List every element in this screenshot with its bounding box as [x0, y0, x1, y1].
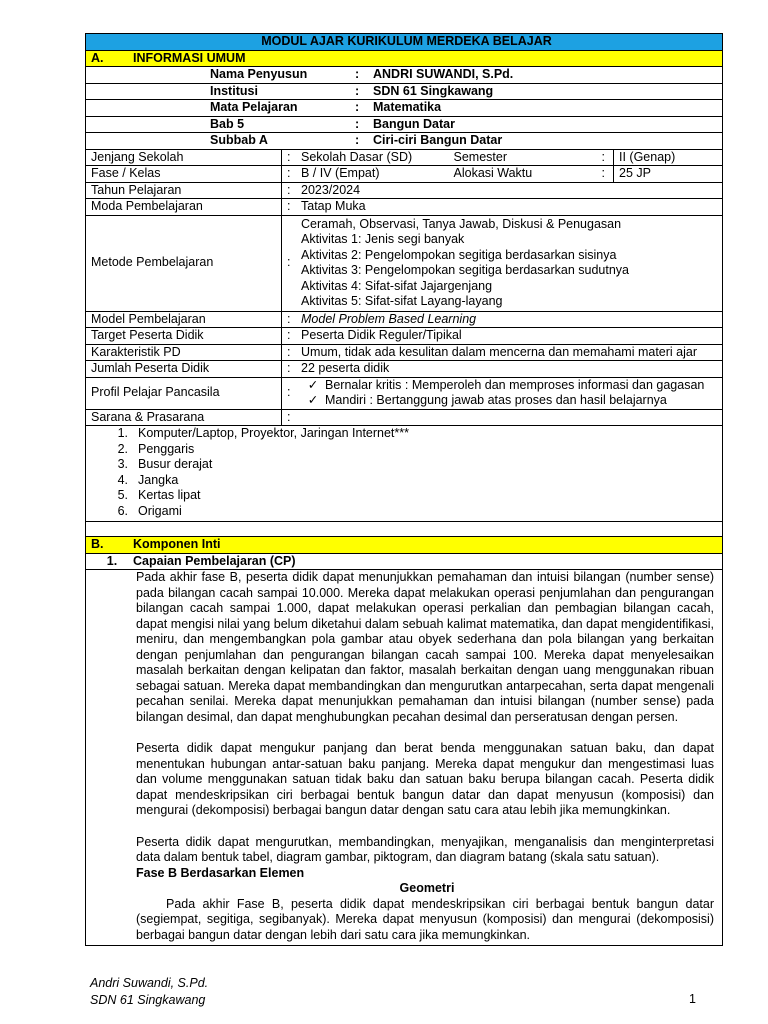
header-row-subbab [86, 133, 723, 150]
colon: : [355, 116, 360, 131]
row-value-2: II (Genap) [614, 149, 723, 166]
row-value-2: 25 JP [614, 166, 723, 183]
profil-item: Bernalar kritis : Memperoleh dan memproses informasi dan gagasan [325, 377, 705, 392]
list-text: Origami [138, 503, 182, 518]
header-label: Institusi [210, 83, 258, 98]
row-label: Karakteristik PD [86, 344, 282, 361]
list-number: 4. [117, 472, 128, 487]
list-number: 1. [117, 426, 128, 440]
list-text: Kertas lipat [138, 488, 201, 502]
row-value-wrap [282, 328, 723, 345]
cp-heading-row [86, 553, 723, 570]
list-item [86, 457, 722, 473]
metode-line: Ceramah, Observasi, Tanya Jawab, Diskusi & Penugasan [301, 216, 622, 231]
section-a-label: INFORMASI UMUM [133, 50, 246, 65]
header-value: SDN 61 Singkawang [373, 83, 494, 98]
list-item [86, 473, 722, 489]
document-page [85, 33, 722, 946]
list-text: Jangka [138, 472, 179, 487]
row-label: Tahun Pelajaran [86, 182, 282, 199]
row-label: Profil Pelajar Pancasila [86, 377, 282, 409]
cp-body [86, 570, 723, 946]
colon: : [355, 100, 360, 114]
list-text: Komputer/Laptop, Proyektor, Jaringan Internet*** [138, 426, 409, 440]
footer-author: Andri Suwandi, S.Pd. [90, 976, 209, 990]
row-value: 22 peserta didik [301, 361, 390, 375]
section-a-heading [86, 50, 723, 67]
row-label-2: Semester [449, 149, 602, 166]
header-row-penyusun [86, 67, 723, 84]
row-label: Moda Pembelajaran [86, 199, 282, 216]
row-label: Fase / Kelas [86, 166, 282, 183]
row-label-2: Alokasi Waktu [449, 166, 602, 183]
row-value-wrap [282, 377, 723, 409]
colon: : [287, 166, 291, 180]
row-jumlah [86, 361, 723, 378]
colon: : [287, 311, 291, 326]
cp-heading [86, 553, 723, 570]
metode-line: Aktivitas 2: Pengelompokan segitiga berdasarkan sisinya [301, 247, 617, 262]
header-value: Matematika [373, 100, 442, 114]
header-row-mapel [86, 100, 723, 117]
header-label: Bab 5 [210, 116, 245, 131]
colon: : [287, 199, 291, 213]
section-b-heading [86, 537, 723, 554]
row-metode [86, 215, 723, 311]
list-text: Busur derajat [138, 457, 213, 471]
section-b-label: Komponen Inti [133, 537, 221, 551]
row-label: Target Peserta Didik [86, 328, 282, 345]
list-item [86, 504, 722, 520]
row-sarana [86, 409, 723, 426]
check-icon: ✓ [307, 377, 319, 392]
row-target [86, 328, 723, 345]
footer-school: SDN 61 Singkawang [90, 993, 206, 1007]
colon: : [287, 255, 291, 270]
header-row-institusi [86, 83, 723, 100]
row-value: B / IV (Empat) [301, 166, 380, 180]
row-moda [86, 199, 723, 216]
row-value: Sekolah Dasar (SD) [301, 149, 413, 164]
cp-paragraph-2: Peserta didik dapat mengukur panjang dan berat benda menggunakan satuan baku, dan dapat menentukan hubungan antar-satuan baku panjang. Mereka dapat mengukur dan mengestimasi luas dan volume menggunakan satuan tidak baku dan satuan baku berupa bilangan cacah. Peserta didik dapat mendeskripsikan ciri berbagai bentuk bangun datar dan dapat menyusun (komposisi) dan mengurai (dekomposisi) berbagai bangun datar dengan satu cara atau lebih jika memungkinkan. [136, 741, 714, 817]
colon: : [287, 328, 291, 342]
row-value: Tatap Muka [301, 199, 366, 213]
row-karakteristik [86, 344, 723, 361]
row-label: Sarana & Prasarana [86, 409, 282, 426]
header-value: Bangun Datar [373, 116, 455, 131]
cp-paragraph-1: Pada akhir fase B, peserta didik dapat menunjukkan pemahaman dan intuisi bilangan (number sense) pada bilangan cacah sampai 10.000. Mereka dapat melakukan operasi penjumlahan dan pengurangan bilangan cacah sampai 1.000, dapat melakukan operasi perkalian dan pembagian bilangan cacah, dapat mengisi nilai yang belum diketahui dalam sebuah kalimat matematika, dan dapat mengidentifikasi, meniru, dan mengembangkan pola gambar atau obyek sederhana dan pola bilangan yang berkaitan dengan penjumlahan dan pengurangan bilangan cacah sampai 100. Mereka dapat menyelesaikan masalah berkaitan dengan kelipatan dan faktor, masalah berkaitan dengan uang menggunakan ribuan sebagai satuan. Mereka dapat membandingkan dan mengurutkan antarpecahan, serta dapat mengenali pecahan senilai. Mereka dapat menunjukkan pemahaman dan intuisi bilangan (number sense) pada bilangan desimal, dan dapat menghubungkan pecahan desimal dan perseratusan dengan persen. [136, 570, 714, 724]
colon: : [287, 409, 291, 424]
row-label: Metode Pembelajaran [86, 215, 282, 311]
list-text: Penggaris [138, 441, 195, 456]
row-value-wrap [282, 182, 723, 199]
colon: : [355, 83, 360, 98]
colon: : [287, 182, 291, 197]
row-model [86, 311, 723, 328]
row-value: Model Problem Based Learning [301, 311, 477, 326]
row-value-wrap [282, 215, 723, 311]
header-label: Mata Pelajaran [210, 100, 298, 114]
list-number: 2. [117, 441, 128, 456]
row-value-wrap [282, 311, 723, 328]
colon: : [287, 344, 291, 359]
colon: : [602, 149, 614, 166]
sarana-list [86, 426, 723, 522]
metode-line: Aktivitas 3: Pengelompokan segitiga berdasarkan sudutnya [301, 263, 629, 277]
cp-body-row [86, 570, 723, 946]
row-tahun [86, 182, 723, 199]
cp-paragraph-3: Peserta didik dapat mengurutkan, membandingkan, menyajikan, menganalisis dan menginterpretasi data dalam bentuk tabel, diagram gambar, piktogram, dan diagram batang (skala satu satuan). [136, 834, 714, 864]
row-jenjang [86, 149, 723, 166]
row-fase [86, 166, 723, 183]
row-value-wrap [282, 344, 723, 361]
list-number: 5. [117, 488, 128, 502]
row-value: 2023/2024 [301, 182, 361, 197]
metode-line: Aktivitas 5: Sifat-sifat Layang-layang [301, 294, 503, 308]
list-item [86, 488, 722, 504]
section-b-letter: B. [91, 537, 104, 551]
header-value: ANDRI SUWANDI, S.Pd. [373, 67, 514, 81]
list-number: 6. [117, 503, 128, 518]
metode-line: Aktivitas 4: Sifat-sifat Jajargenjang [301, 278, 493, 293]
colon: : [355, 67, 360, 81]
spacer-row [86, 522, 723, 537]
page-number: 1 [689, 992, 696, 1006]
fase-b-heading: Fase B Berdasarkan Elemen [136, 865, 305, 880]
list-item [86, 426, 722, 442]
cp-number: 1. [106, 553, 118, 568]
row-label: Jumlah Peserta Didik [86, 361, 282, 378]
colon: : [602, 166, 614, 183]
list-item [86, 442, 722, 458]
row-value-wrap [282, 361, 723, 378]
colon: : [287, 385, 291, 400]
header-row-bab [86, 116, 723, 133]
colon: : [287, 361, 291, 375]
geometri-heading: Geometri [399, 881, 455, 895]
metode-line: Aktivitas 1: Jenis segi banyak [301, 232, 465, 246]
colon: : [287, 149, 291, 164]
row-value: Peserta Didik Reguler/Tipikal [301, 328, 462, 342]
row-value-wrap [282, 199, 723, 216]
row-label: Model Pembelajaran [86, 311, 282, 328]
row-value-wrap [282, 149, 449, 166]
header-label: Subbab A [210, 133, 268, 147]
header-value: Ciri-ciri Bangun Datar [373, 133, 503, 147]
cp-title: Capaian Pembelajaran (CP) [133, 553, 296, 568]
check-icon: ✓ [307, 393, 319, 407]
footer [90, 975, 208, 1009]
row-profil [86, 377, 723, 409]
row-value-wrap [282, 166, 449, 183]
row-value: Umum, tidak ada kesulitan dalam mencerna dan memahami materi ajar [301, 344, 698, 359]
colon: : [355, 133, 360, 147]
row-label: Jenjang Sekolah [86, 149, 282, 166]
document-title: MODUL AJAR KURIKULUM MERDEKA BELAJAR [86, 34, 723, 51]
cp-paragraph-4: Pada akhir Fase B, peserta didik dapat mendeskripsikan ciri berbagai bentuk bangun datar (segiempat, segitiga, segibanyak). Mereka dapat menyusun (komposisi) dan mengurai (dekomposisi) berbagai bangun datar dengan lebih dari satu cara jika memungkinkan. [136, 896, 714, 942]
list-number: 3. [117, 457, 128, 471]
module-table [85, 33, 723, 946]
row-value-wrap [282, 409, 723, 426]
section-a-letter: A. [91, 50, 104, 65]
row-sarana-list [86, 426, 723, 522]
profil-item: Mandiri : Bertanggung jawab atas proses dan hasil belajarnya [325, 393, 667, 407]
header-label: Nama Penyusun [210, 67, 308, 81]
